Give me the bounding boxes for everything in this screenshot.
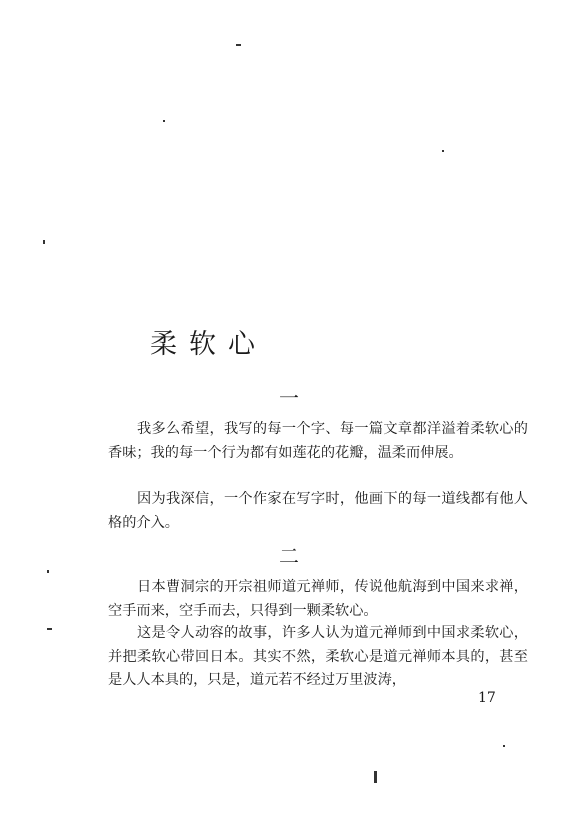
paragraph: 因为我深信，一个作家在写字时，他画下的每一道线都有他人格的介入。	[108, 491, 528, 531]
scan-speck	[442, 150, 444, 152]
scan-speck	[503, 745, 505, 747]
chapter-title: 柔软心	[150, 329, 267, 360]
scan-speck	[43, 240, 45, 244]
paragraph: 这是令人动容的故事，许多人认为道元禅师到中国求柔软心，并把柔软心带回日本。其实不然，柔软心是道元禅师本具的，甚至是人人本具的，只是，道元若不经过万里波涛，	[108, 625, 528, 688]
paragraph: 我多么希望，我写的每一个字、每一篇文章都洋溢着柔软心的香味；我的每一个行为都有如莲花的花瓣，温柔而伸展。	[108, 421, 528, 461]
scan-speck	[163, 120, 165, 122]
scan-speck	[236, 44, 241, 46]
scan-speck	[47, 570, 49, 573]
scan-speck	[47, 628, 52, 630]
page-number: 17	[478, 690, 496, 706]
paragraph: 日本曹洞宗的开宗祖师道元禅师，传说他航海到中国来求禅，空手而来，空手而去，只得到一颗柔软心。	[108, 579, 528, 619]
section-number: 二	[279, 544, 299, 568]
scan-speck	[374, 771, 377, 783]
section-number: 一	[279, 386, 299, 410]
